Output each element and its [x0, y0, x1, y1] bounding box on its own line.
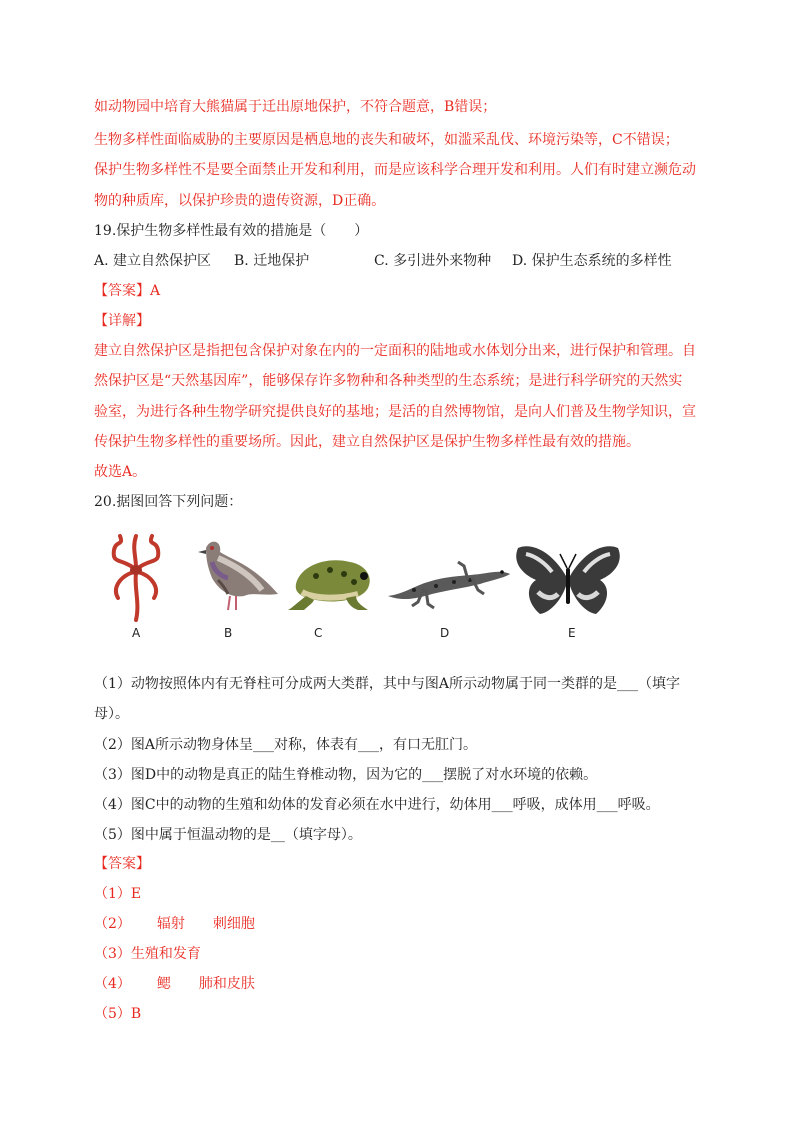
answer-line [94, 974, 255, 994]
answer-value: 辐射 [156, 916, 185, 932]
sub-question: （1）动物按照体内有无脊柱可分成两大类群，其中与图A所示动物属于同一类群的是___（填字 [94, 676, 681, 692]
figure-label-a: A [132, 626, 141, 640]
explanation-line: 生物多样性面临威胁的主要原因是栖息地的丧失和破坏，如滥采乱伐、环境污染等，C不错误； [94, 132, 679, 148]
lizard-icon [384, 556, 514, 612]
answer-value: 鳃 [156, 976, 171, 992]
answer-number: （5） [94, 1006, 131, 1022]
conclusion: 故选A。 [94, 464, 147, 480]
answer-line [94, 1004, 141, 1024]
pigeon-icon [192, 534, 282, 619]
sub-question: （3）图D中的动物是真正的陆生脊椎动物，因为它的___摆脱了对水环境的依赖。 [94, 767, 598, 783]
animal-figure-row [100, 528, 640, 648]
jellyfish-icon [106, 528, 166, 623]
sub-question: （5）图中属于恒温动物的是__（填字母）。 [94, 827, 362, 843]
answer-value: E [130, 886, 142, 902]
answer-number: （3） [94, 946, 131, 962]
answer-line [94, 884, 141, 904]
question-19-stem: 19.保护生物多样性最有效的措施是（ ） [94, 223, 369, 239]
answer-number: （1） [94, 886, 131, 902]
answer-value: 肺和皮肤 [198, 976, 255, 992]
explanation-line: 保护生物多样性不是要全面禁止开发和利用，而是应该科学合理开发和利用。人们有时建立濒危动 [94, 162, 696, 178]
detail-line: 验室，为进行各种生物学研究提供良好的基地；是活的自然博物馆，是向人们普及生物学知识，宣 [94, 404, 696, 420]
detail-line: 建立自然保护区是指把包含保护对象在内的一定面积的陆地或水体划分出来，进行保护和管理。自 [94, 343, 696, 359]
explanation-line: 如动物园中培育大熊猫属于迁出原地保护，不符合题意，B错误； [94, 99, 497, 115]
option-a: A. 建立自然保护区 [94, 253, 212, 269]
figure-label-e: E [568, 626, 576, 640]
question-20-stem: 20.据图回答下列问题： [94, 494, 243, 510]
answer-label: 【答案】 [94, 856, 150, 872]
answer-value: B [130, 1006, 142, 1022]
answer-number: （4） [94, 976, 131, 992]
detail-label: 【详解】 [94, 313, 150, 329]
detail-line: 传保护生物多样性的重要场所。因此，建立自然保护区是保护生物多样性最有效的措施。 [94, 434, 640, 450]
answer-label: 【答案】A [94, 283, 161, 299]
detail-line: 然保护区是“天然基因库”，能够保存许多物种和各种类型的生态系统；是进行科学研究的天然实 [94, 373, 683, 389]
answer-value: 生殖和发育 [130, 946, 201, 962]
figure-label-d: D [440, 626, 450, 640]
frog-icon [286, 548, 378, 614]
answer-number: （2） [94, 916, 131, 932]
option-b: B. 迁地保护 [234, 253, 310, 269]
sub-question: 母）。 [94, 706, 129, 722]
sub-question: （4）图C中的动物的生殖和幼体的发育必须在水中进行，幼体用___呼吸，成体用___呼吸。 [94, 797, 660, 813]
figure-label-c: C [314, 626, 323, 640]
answer-value: 刺细胞 [212, 916, 255, 932]
option-c: C. 多引进外来物种 [374, 253, 492, 269]
sub-question: （2）图A所示动物身体呈___对称，体表有___，有口无肛门。 [94, 737, 478, 753]
answer-line [94, 914, 255, 934]
answer-line [94, 944, 201, 964]
option-d: D. 保护生态系统的多样性 [512, 253, 672, 269]
butterfly-icon [512, 542, 624, 622]
explanation-line: 物的种质库，以保护珍贵的遗传资源，D正确。 [94, 193, 386, 209]
figure-label-b: B [224, 626, 233, 640]
